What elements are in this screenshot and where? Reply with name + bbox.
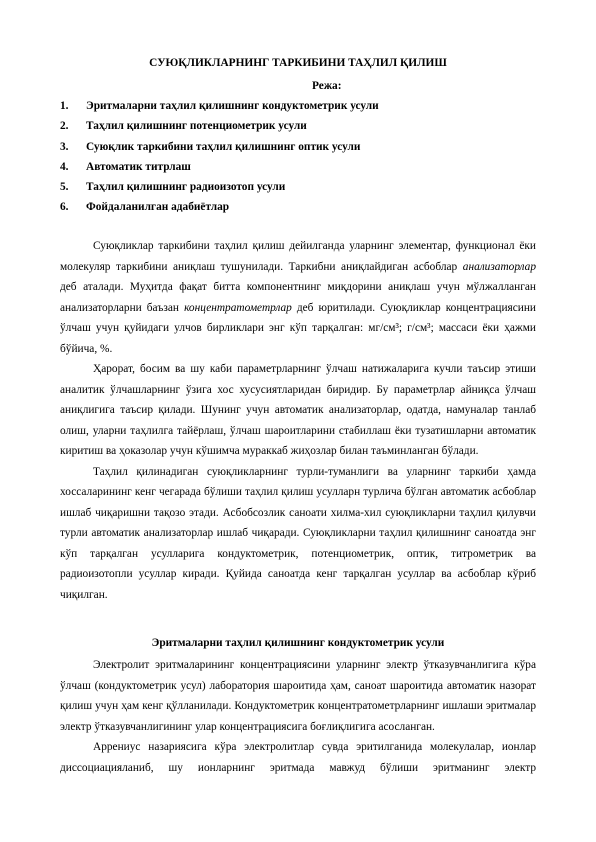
plan-item xyxy=(60,140,379,160)
section-1-body xyxy=(60,655,536,778)
term-analyzers: анализаторлар xyxy=(462,260,536,273)
plan-item-text: Автоматик титрлаш xyxy=(86,160,191,173)
plan-item-number: 1. xyxy=(60,100,69,112)
plan-item-text: Фойдаланилган адабиётлар xyxy=(86,201,230,214)
intro-section xyxy=(60,236,536,605)
plan-item xyxy=(60,160,379,180)
plan-item-number: 6. xyxy=(60,201,69,214)
section-paragraph-2: Аррениус назариясига кўра электролитлар сувда эритилганида молекулалар, ионлар диссоциацияланиб, шу ионларнинг эритмада мавжуд бўлиши эритманинг электр xyxy=(60,741,536,774)
plan-item-number: 2. xyxy=(60,120,69,133)
plan-item xyxy=(60,200,379,220)
plan-item-text: Эритмаларни таҳлил қилишнинг кондуктометрик усули xyxy=(86,100,379,112)
plan-item-text: Таҳлил қилишнинг потенциометрик усули xyxy=(86,120,307,133)
plan-item-number: 3. xyxy=(60,140,69,153)
intro-text: деб юритилади. Суюқликлар концентрациясини ўлчаш учун қуйидаги улчов бирликлари энг кўп тарқалган: мг/см³; г/см³; массаси ёки ҳажми бўйича, %. xyxy=(60,301,537,355)
document-title: СУЮҚЛИКЛАРНИНГ ТАРКИБИНИ ТАҲЛИЛ ҚИЛИШ xyxy=(149,57,447,69)
term-concentratometers: концентратометрлар xyxy=(184,301,292,314)
plan-label: Режа: xyxy=(312,80,342,92)
plan-item-text: Суюқлик таркибини таҳлил қилишнинг оптик усули xyxy=(86,140,361,153)
plan-item-text: Таҳлил қилишнинг радиоизотоп усули xyxy=(86,181,286,194)
section-heading: Эритмаларни таҳлил қилишнинг кондуктометрик усули xyxy=(151,637,445,649)
section-paragraph-1: Электролит эритмаларининг концентрациясини уларнинг электр ўтказувчанлигига кўра ўлчаш (кондуктометрик усул) лаборатория шароитида ҳам, саноат шароитида автоматик назорат қилиш учун ҳам кенг қўлланилади. Кондуктометрик концентратометрларнинг ишлаши эритмалар электр ўтказувчанлигининг улар концентрациясига боғлиқлигига асосланган. xyxy=(60,659,536,733)
plan-item xyxy=(60,99,379,119)
plan-item-number: 4. xyxy=(60,160,69,173)
plan-item xyxy=(60,119,379,139)
intro-text: деб аталади. Муҳитда фақат битта компонентнинг миқдорини аниқлаш учун мўлжалланган анализаторларни баъзан xyxy=(60,281,536,314)
plan-item-number: 5. xyxy=(60,181,69,194)
intro-text: Суюқликлар таркибини таҳлил қилиш дейилганда уларнинг элементар, функционал ёки молекуляр таркибини аниқлаш тушунилади. Таркибни аниқлайдиган асбоблар xyxy=(60,240,536,273)
plan-list xyxy=(60,99,379,221)
plan-item xyxy=(60,180,379,200)
intro-paragraph-1 xyxy=(60,236,536,359)
intro-paragraph-3: Таҳлил қилинадиган суюқликларнинг турли-туманлиги ва уларнинг таркиби ҳамда хоссаларининг кенг чегарада бўлиши таҳлил қилиш усулларн турлича бўлган автоматик асбоблар ишлаб чиқаришни тақозо этади. Асбобсозлик саноати хилма-хил суюқликларни таҳлил қилувчи турли автоматик анализаторлар ишлаб чиқаради. Суюқликларни таҳлил қилишнинг саноатда энг кўп тарқалган усулларига кондуктометрик, потенциометрик, оптик, титрометрик ва радиоизотопли усуллар киради. Қуйида саноатда кенг тарқалган усуллар ва асбоблар кўриб чиқилган. xyxy=(60,465,536,601)
intro-paragraph-2: Ҳарорат, босим ва шу каби параметрларнинг ўлчаш натижаларига кучли таъсир этиши аналитик ўлчашларнинг ўзига хос хусусиятларидан биридир. Бу параметрлар айниқса ўлчаш аниқлигига таъсир қилади. Шунинг учун автоматик анализаторлар, одатда, намуналар танлаб олиш, уларни таҳлилга тайёрлаш, ўлчаш шароитларини стабиллаш ёки тузатишларни автоматик киритиш ва ҳоказолар учун кўшимча мураккаб жиҳозлар билан таъминланган бўлади. xyxy=(60,363,536,457)
